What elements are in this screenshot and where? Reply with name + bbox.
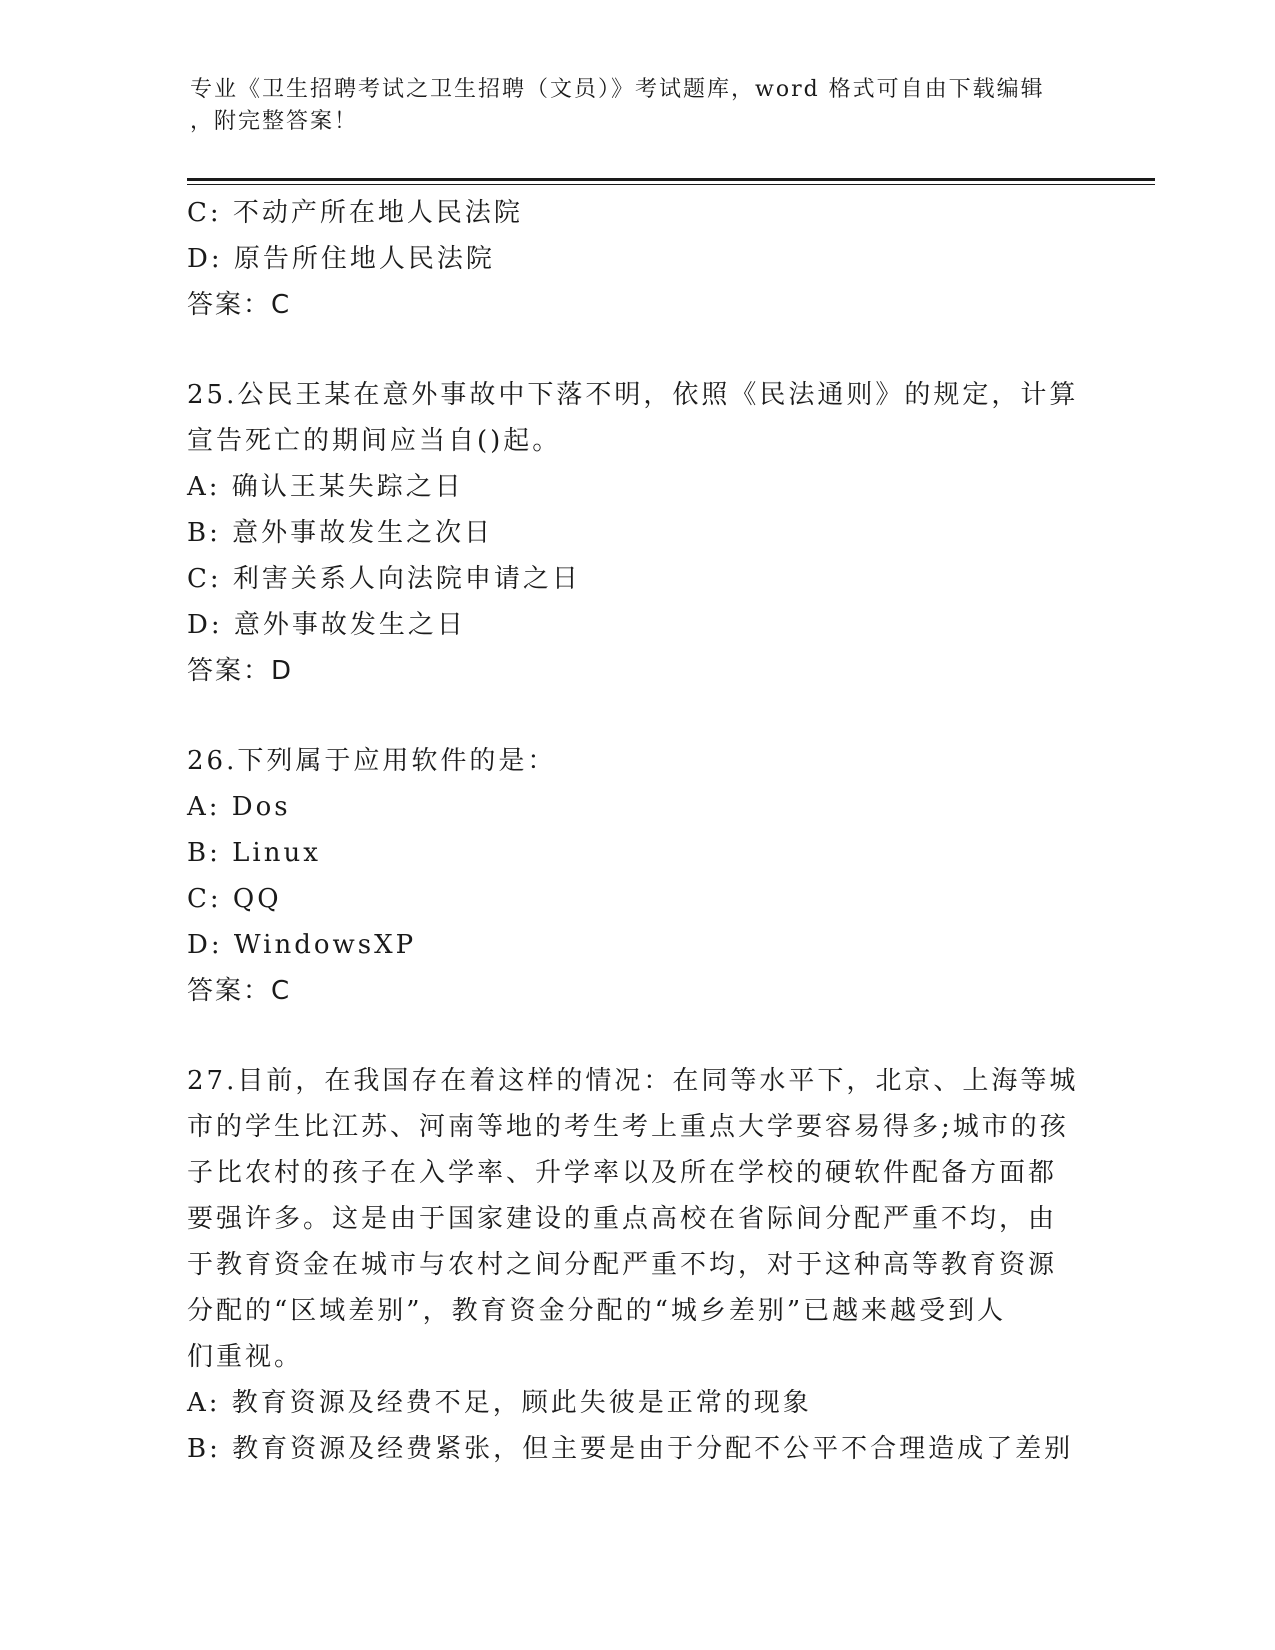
question-stem-line: 27.目前，在我国存在着这样的情况：在同等水平下，北京、上海等城 (187, 1066, 1079, 1096)
question-26 (187, 738, 1087, 1014)
header-line-1: 专业《卫生招聘考试之卫生招聘（文员）》考试题库，word 格式可自由下载编辑 (190, 77, 1045, 102)
spacer (187, 328, 1087, 372)
option-d: D: WindowsXP (187, 930, 417, 960)
option-a: A: Dos (187, 792, 291, 822)
answer: 答案：D (187, 656, 294, 686)
option-d: D: 原告所住地人民法院 (187, 244, 495, 274)
spacer (187, 1014, 1087, 1058)
question-stem-line: 们重视。 (187, 1342, 304, 1372)
question-25 (187, 372, 1087, 694)
header-rule-thin (187, 184, 1155, 185)
question-stem-line: 于教育资金在城市与农村之间分配严重不均，对于这种高等教育资源 (187, 1250, 1058, 1280)
option-b: B: 教育资源及经费紧张，但主要是由于分配不公平不合理造成了差别 (187, 1434, 1074, 1464)
question-24 (187, 190, 1087, 328)
question-stem-line: 市的学生比江苏、河南等地的考生考上重点大学要容易得多;城市的孩 (187, 1112, 1069, 1142)
question-stem-line: 25.公民王某在意外事故中下落不明，依照《民法通则》的规定，计算 (187, 380, 1079, 410)
question-stem-line: 分配的“区域差别”，教育资金分配的“城乡差别”已越来越受到人 (187, 1296, 1007, 1326)
document-header (190, 74, 1090, 138)
option-d: D: 意外事故发生之日 (187, 610, 466, 640)
question-stem: 26.下列属于应用软件的是： (187, 746, 557, 776)
option-a: A: 教育资源及经费不足，顾此失彼是正常的现象 (187, 1388, 812, 1418)
option-a: A: 确认王某失踪之日 (187, 472, 464, 502)
question-stem-line: 宣告死亡的期间应当自()起。 (187, 426, 562, 456)
answer: 答案：C (187, 290, 292, 320)
option-c: C: QQ (187, 884, 282, 914)
option-c: C: 不动产所在地人民法院 (187, 198, 523, 228)
question-stem-line: 要强许多。这是由于国家建设的重点高校在省际间分配严重不均，由 (187, 1204, 1058, 1234)
option-b: B: 意外事故发生之次日 (187, 518, 494, 548)
option-b: B: Linux (187, 838, 321, 868)
question-list (187, 190, 1087, 1472)
header-rule-thick (187, 178, 1155, 181)
spacer (187, 694, 1087, 738)
answer: 答案：C (187, 976, 292, 1006)
header-line-2: ，附完整答案！ (190, 109, 359, 134)
question-27 (187, 1058, 1087, 1472)
option-c: C: 利害关系人向法院申请之日 (187, 564, 581, 594)
question-stem-line: 子比农村的孩子在入学率、升学率以及所在学校的硬软件配备方面都 (187, 1158, 1058, 1188)
